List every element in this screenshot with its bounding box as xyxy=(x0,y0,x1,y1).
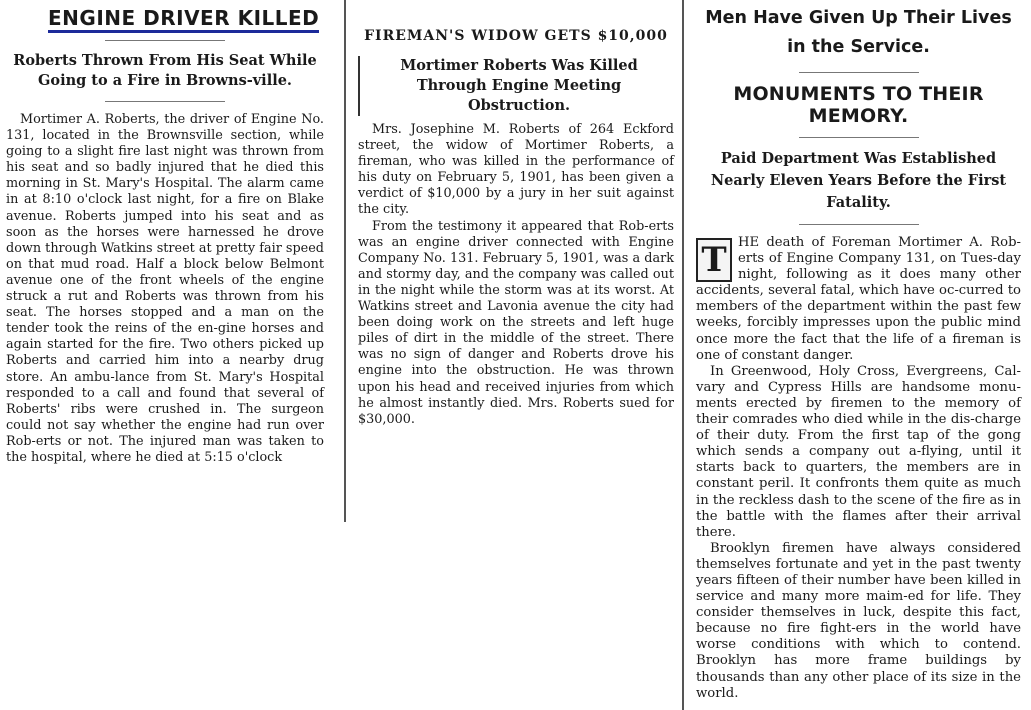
article3-divider-3 xyxy=(799,224,919,225)
article-monuments xyxy=(686,0,1031,710)
article3-headline-1: Men Have Given Up Their Lives in the Service. xyxy=(705,8,1012,57)
article3-paragraph-3: Brooklyn firemen have always considered themselves fortunate and yet in the past twenty years fifteen of their number have been killed in service and many more maim-ed for life. They consider themselves in luck, despite this fact, because no fire fight-ers in the world have worse conditions with which to contend. Brooklyn has more frame buildings by thousands than any other place of its size in the world. xyxy=(696,540,1021,701)
article2-subhead: Mortimer Roberts Was Killed Through Engine Meeting Obstruction. xyxy=(358,56,674,116)
article1-divider xyxy=(105,40,225,41)
article3-subhead: Paid Department Was Established Nearly Eleven Years Before the First Fatality. xyxy=(710,150,1007,211)
article-firemans-widow xyxy=(346,0,680,710)
article1-headline xyxy=(48,6,324,30)
article3-paragraph-2: In Greenwood, Holy Cross, Evergreens, Cal-vary and Cypress Hills are handsome monu-ments erected by firemen to the memory of their comrades who died while in the dis-charge of their duty. From the first tap of the gong which sends a company out a-flying, until it starts back to quarters, the members are in constant peril. It confronts them quite as much in the reckless dash to the scene of the fire as in the battle with the flames after their arrival there. xyxy=(696,363,1021,540)
article1-subhead: Roberts Thrown From His Seat While Going to a Fire in Browns-ville. xyxy=(13,52,317,89)
article2-paragraph-2: From the testimony it appeared that Rob-erts was an engine driver connected with Engine Company No. 131. February 5, 1901, was a dark and stormy day, and the company was called out in the night while the storm was at its worst. At Watkins street and Lavonia avenue the city had been doing work on the streets and left huge piles of dirt in the middle of the street. There was no sign of danger and Roberts drove his engine into the obstruction. He was thrown upon his head and received injuries from which he almost instantly died. Mrs. Roberts sued for $30,000. xyxy=(358,218,674,427)
dropcap-letter: T xyxy=(696,238,732,282)
article3-paragraph-1-text: HE death of Foreman Mortimer A. Rob-erts of Engine Company 131, on Tues-day night, following as it does many other accidents, several fatal, which have oc-curred to members of the department within the past few weeks, forcibly impresses upon the public mind once more the fact that the life of a fireman is one of constant danger. xyxy=(696,235,1021,363)
article3-divider-1 xyxy=(799,72,919,73)
article3-paragraph-1 xyxy=(696,235,1021,364)
article3-headline-2: MONUMENTS TO THEIR MEMORY. xyxy=(733,83,984,127)
article2-headline: FIREMAN'S WIDOW GETS $10,000 xyxy=(364,28,668,44)
article3-divider-2 xyxy=(799,137,919,138)
article1-headline-text: ENGINE DRIVER KILLED xyxy=(48,6,319,33)
article1-body: Mortimer A. Roberts, the driver of Engine No. 131, located in the Brownsville section, while going to a slight fire last night was thrown from his seat and so badly injured that he died this morning in St. Mary's Hospital. The alarm came in at 8:10 o'clock last night, for a fire on Blake avenue. Roberts jumped into his seat and as soon as the horses were harnessed he drove down through Watkins street at pretty fair speed on that mud road. Half a block below Belmont avenue one of the front wheels of the engine struck a rut and Roberts was thrown from his seat. The horses stopped and a man on the tender took the reins of the en-gine horses and again started for the fire. Two others picked up Roberts and carried him into a nearby drug store. An ambu-lance from St. Mary's Hospital responded to a call and found that several of Roberts' ribs were crushed in. The surgeon could not say whether the engine had run over Rob-erts or not. The injured man was taken to the hospital, where he died at 5:15 o'clock xyxy=(6,112,324,465)
article2-paragraph-1: Mrs. Josephine M. Roberts of 264 Eckford street, the widow of Mortimer Roberts, a fireman, who was killed in the performance of his duty on February 5, 1901, has been given a verdict of $10,000 by a jury in her suit against the city. xyxy=(358,122,674,218)
article1-divider-2 xyxy=(105,101,225,102)
article-engine-driver-killed xyxy=(0,0,338,710)
column-rule-2 xyxy=(682,0,684,710)
